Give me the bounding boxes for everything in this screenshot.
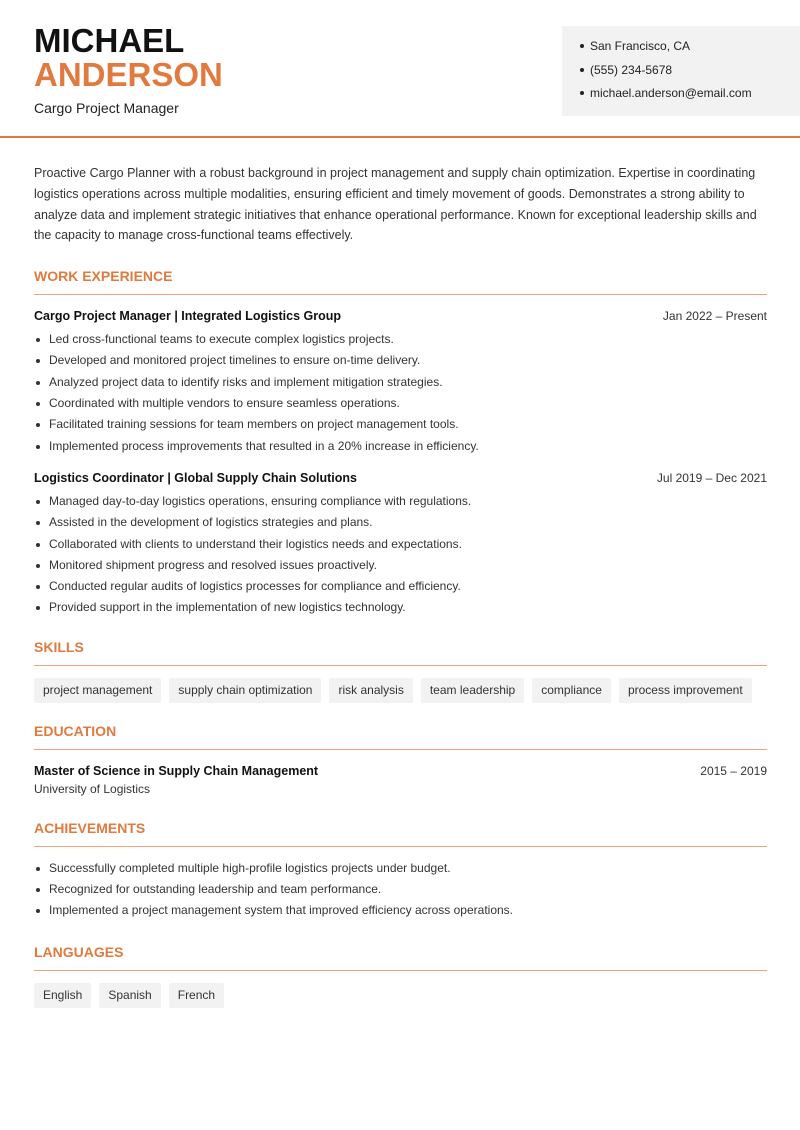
contact-box [562,26,800,116]
job-dates: Jan 2022 – Present [662,309,767,324]
achievements-section [34,820,767,922]
bullet-icon [36,381,40,385]
bullet-icon [36,564,40,568]
achievements-list [34,858,767,922]
list-item-text: Facilitated training sessions for team members on project management tools. [49,417,459,432]
bullet-icon [36,543,40,547]
job-head [34,471,767,485]
section-title-education: EDUCATION [34,723,767,750]
list-item-text: Developed and monitored project timelines to ensure on-time delivery. [49,353,421,368]
job-entry [34,471,767,619]
contact-phone-text: (555) 234-5678 [590,62,673,77]
list-item [34,879,767,900]
job-entry [34,309,767,457]
bullet-icon [36,521,40,525]
bullet-icon [580,44,584,48]
list-item [34,534,767,555]
list-item-text: Monitored shipment progress and resolved issues proactively. [49,557,377,572]
last-name: ANDERSON [34,56,223,93]
list-item-text: Collaborated with clients to understand their logistics needs and expectations. [49,536,462,551]
list-item [34,350,767,371]
list-item [34,436,767,457]
contact-phone [580,62,800,86]
bullet-icon [36,423,40,427]
job-head [34,309,767,323]
job-bullets [34,491,767,619]
resume-content [34,163,767,1008]
resume-header [0,0,800,138]
skill-tag: supply chain optimization [169,678,321,703]
work-section [34,268,767,619]
list-item-text: Conducted regular audits of logistics processes for compliance and efficiency. [49,579,461,594]
skills-section [34,639,767,703]
list-item-text: Successfully completed multiple high-profile logistics projects under budget. [49,860,451,875]
job-dates: Jul 2019 – Dec 2021 [656,470,767,485]
bullet-icon [36,909,40,913]
job-bullets [34,329,767,457]
contact-location [580,38,800,62]
first-name: MICHAEL [34,22,185,59]
skill-tag: team leadership [421,678,524,703]
list-item [34,329,767,350]
language-tag: Spanish [99,983,160,1008]
education-section [34,723,767,796]
education-head [34,764,767,778]
job-role: Cargo Project Manager | Integrated Logistics Group [34,309,342,324]
language-tags [34,983,767,1008]
bullet-icon [36,888,40,892]
education-dates: 2015 – 2019 [700,763,767,778]
skill-tag: risk analysis [329,678,412,703]
skills-tags [34,678,767,703]
language-tag: English [34,983,91,1008]
bullet-icon [580,91,584,95]
list-item-text: Led cross-functional teams to execute complex logistics projects. [49,332,394,347]
list-item [34,858,767,879]
section-title-skills: SKILLS [34,639,767,666]
language-tag: French [169,983,224,1008]
school: University of Logistics [34,781,151,796]
list-item-text: Managed day-to-day logistics operations, ensuring compliance with regulations. [49,493,472,508]
list-item-text: Assisted in the development of logistics strategies and plans. [49,515,373,530]
list-item-text: Analyzed project data to identify risks and implement mitigation strategies. [49,374,443,389]
list-item [34,491,767,512]
skill-tag: process improvement [619,678,752,703]
contact-email [580,85,800,109]
list-item-text: Implemented a project management system that improved efficiency across operations. [49,903,514,918]
bullet-icon [580,68,584,72]
skill-tag: compliance [532,678,611,703]
list-item-text: Provided support in the implementation of new logistics technology. [49,600,406,615]
bullet-icon [36,445,40,449]
list-item [34,597,767,618]
list-item [34,393,767,414]
education-entry [34,764,767,796]
section-title-languages: LANGUAGES [34,944,767,971]
list-item [34,900,767,921]
list-item-text: Recognized for outstanding leadership and team performance. [49,882,382,897]
summary: Proactive Cargo Planner with a robust background in project management and supply chain optimization. Expertise in coordinating logistics operations across multiple modalities, ensuring efficient and timely movement of goods. Demonstrates a strong ability to analyze data and implement strategic initiatives that enhance operational performance. Known for exceptional leadership skills and the capacity to manage cross-functional teams effectively. [34,166,757,243]
bullet-icon [36,867,40,871]
list-item [34,512,767,533]
list-item [34,372,767,393]
job-role: Logistics Coordinator | Global Supply Chain Solutions [34,470,357,485]
list-item-text: Coordinated with multiple vendors to ensure seamless operations. [49,396,400,411]
bullet-icon [36,606,40,610]
bullet-icon [36,338,40,342]
bullet-icon [36,402,40,406]
section-title-work: WORK EXPERIENCE [34,268,767,295]
bullet-icon [36,585,40,589]
bullet-icon [36,500,40,504]
languages-section [34,944,767,1008]
list-item [34,555,767,576]
section-title-achievements: ACHIEVEMENTS [34,820,767,847]
bullet-icon [36,359,40,363]
job-title: Cargo Project Manager [34,100,179,116]
degree: Master of Science in Supply Chain Management [34,763,319,778]
list-item [34,414,767,435]
contact-location-text: San Francisco, CA [590,39,691,53]
list-item [34,576,767,597]
skill-tag: project management [34,678,161,703]
list-item-text: Implemented process improvements that resulted in a 20% increase in efficiency. [49,438,479,453]
contact-email-text: michael.anderson@email.com [590,86,752,100]
